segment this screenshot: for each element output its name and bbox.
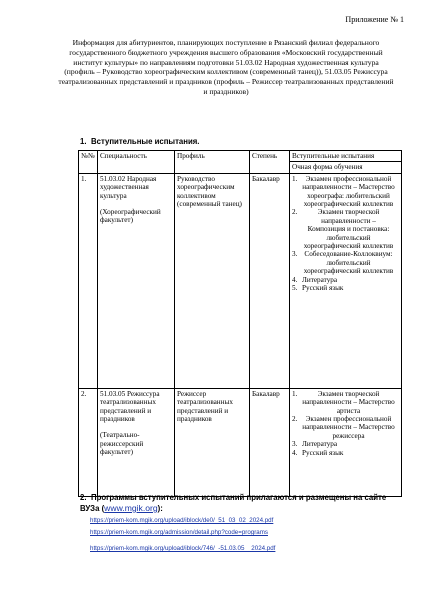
section-1-number: 1. <box>80 137 87 146</box>
row-degree: Бакалавр <box>250 173 290 388</box>
program-link-2[interactable]: https://priem-kom.mgik.org/admission/detail.php?code=programs <box>90 529 268 536</box>
list-item: 3. Литература <box>292 440 338 449</box>
appendix-label: Приложение № 1 <box>345 15 404 24</box>
header-exams: Вступительные испытания <box>290 151 402 162</box>
program-link-1-wrap <box>90 517 273 524</box>
table-header-row <box>79 151 402 162</box>
list-item: 1. Экзамен профессиональной направленности – Мастерство хореографа: любительский хореографический коллектив <box>292 174 395 209</box>
specialty-name: 51.03.05 Режиссура театрализованных представлений и праздников <box>100 389 160 424</box>
program-link-2-wrap <box>90 529 268 536</box>
table-row <box>79 173 402 388</box>
header-specialty: Специальность <box>98 151 175 174</box>
row-specialty <box>98 173 175 388</box>
header-degree: Степень <box>250 151 290 174</box>
program-link-3-wrap <box>90 545 275 552</box>
header-form: Очная форма обучения <box>290 162 402 173</box>
list-item: 2. Экзамен творческой направленности – Композиция и постановка: любительский хореографический коллектив <box>292 208 394 251</box>
section-1-title: Вступительные испытания. <box>91 137 200 146</box>
row-exams <box>290 388 402 496</box>
exam-list <box>292 390 399 457</box>
list-item: 4. Литература <box>292 275 338 284</box>
list-item: 1. Экзамен творческой направленности – Мастерство артиста <box>292 389 395 415</box>
section-2-tail: ): <box>157 504 163 513</box>
site-link[interactable]: www.mgik.org <box>104 503 158 513</box>
row-num: 1. <box>79 173 98 388</box>
specialty-name: 51.03.02 Народная художественная культура <box>100 174 157 200</box>
section-2-title: Программы вступительных испытаний прилагаются и размещены на сайте ВУЗа ( <box>80 493 387 513</box>
exams-table <box>78 150 402 497</box>
faculty-name: (Хореографический факультет) <box>100 208 161 225</box>
exam-list <box>292 175 399 293</box>
program-link-3[interactable]: https://priem-kom.mgik.org/upload/iblock/746/_-51.03.05__2024.pdf <box>90 545 276 552</box>
list-item: 2. Экзамен профессиональной направленности – Мастерство режиссера <box>292 415 395 440</box>
row-specialty <box>98 388 175 496</box>
row-profile: Режиссер театрализованных представлений и праздников <box>175 388 250 496</box>
row-exams <box>290 173 402 388</box>
header-num: №№ <box>79 151 98 174</box>
list-item: 5. Русский язык <box>292 284 344 293</box>
section-2-number: 2. <box>80 493 87 502</box>
table-row <box>79 388 402 496</box>
section-2-heading <box>80 493 400 514</box>
list-item: 4. Русский язык <box>292 448 344 457</box>
section-1-heading <box>80 137 199 146</box>
row-profile: Руководство хореографическим коллективом (современный танец) <box>175 173 250 388</box>
row-num: 2. <box>79 388 98 496</box>
program-link-1[interactable]: https://priem-kom.mgik.org/upload/iblock/de0/_51_03_02_2024.pdf <box>90 517 274 524</box>
row-degree: Бакалавр <box>250 388 290 496</box>
header-profile: Профиль <box>175 151 250 174</box>
list-item: 3. Собеседование-Коллоквиум: любительский хореографический коллектив <box>292 250 394 276</box>
faculty-name: (Театрально-режиссерский факультет) <box>100 431 144 457</box>
intro-paragraph: Информация для абитуриентов, планирующих поступление в Рязанский филиал федерального государственного бюджетного учреждения высшего образования «Московский государственный институт культуры» по направлениям подготовки 51.03.02 Народная художественная культура (профиль – Руководство хореографическим коллективом (современный танец)), 51.03.05 Режиссура театрализованных представлений и праздников (профиль – Режиссер театрализованных представлений и праздников) <box>58 38 394 96</box>
